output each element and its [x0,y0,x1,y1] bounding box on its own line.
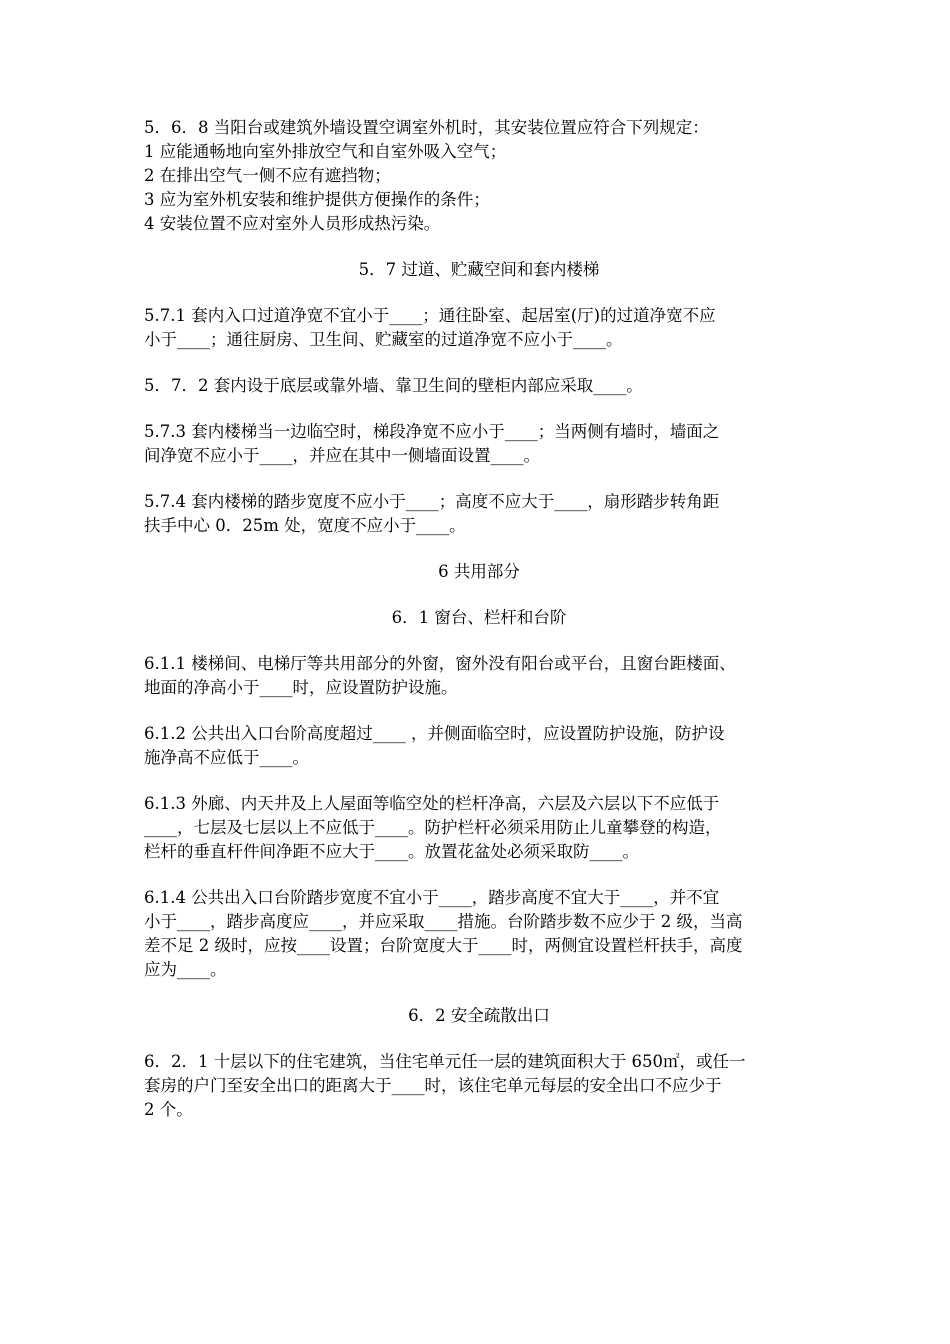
paragraph-line: 6.1.3 外廊、内天井及上人屋面等临空处的栏杆净高，六层及六层以下不应低于 [144,794,720,813]
paragraph-line: 5.7.3 套内楼梯当一边临空时，梯段净宽不应小于____；当两侧有墙时，墙面之 [144,422,720,441]
paragraph-line: 6．2．1 十层以下的住宅建筑，当住宅单元任一层的建筑面积大于 650㎡，或任一 [144,1052,746,1071]
paragraph-line: 栏杆的垂直杆件间净距不应大于____。放置花盆处必须采取防____。 [144,842,639,861]
list-item: 3 应为室外机安装和维护提供方便操作的条件； [144,190,490,209]
paragraph-line: 扶手中心 0．25m 处，宽度不应小于____。 [144,516,466,535]
paragraph-line: 差不足 2 级时，应按____设置；台阶宽度大于____时，两侧宜设置栏杆扶手，高度 [144,936,743,955]
clause-5-7-1 [144,304,814,352]
section-heading-5-7: 5．7 过道、贮藏空间和套内楼梯 [358,260,600,279]
list-item: 1 应能通畅地向室外排放空气和自室外吸入空气； [144,142,507,161]
paragraph-line: 6.1.4 公共出入口台阶踏步宽度不宜小于____，踏步高度不宜大于____，并不宜 [144,888,720,907]
list-item: 2 在排出空气一侧不应有遮挡物； [144,166,391,185]
list-item: 4 安装位置不应对室外人员形成热污染。 [144,214,441,233]
paragraph-line: 6.1.2 公共出入口台阶高度超过____ ，并侧面临空时，应设置防护设施，防护设 [144,724,725,743]
clause-6-1-3 [144,792,814,864]
clause-6-2-1 [144,1050,814,1122]
paragraph-line: 5.7.1 套内入口过道净宽不宜小于____；通往卧室、起居室(厅)的过道净宽不应 [144,306,716,325]
document-page [144,116,814,1122]
chapter-heading-6: 6 共用部分 [438,562,520,581]
clause-5-6-8 [144,116,814,236]
paragraph-line: 套房的户门至安全出口的距离大于____时，该住宅单元每层的安全出口不应少于 [144,1076,722,1095]
paragraph-line: 地面的净高小于____时，应设置防护设施。 [144,678,458,697]
paragraph-line: 2 个。 [144,1100,193,1119]
paragraph-line: 间净宽不应小于____，并应在其中一侧墙面设置____。 [144,446,540,465]
paragraph-line: 6.1.1 楼梯间、电梯厅等共用部分的外窗，窗外没有阳台或平台，且窗台距楼面、 [144,654,736,673]
paragraph-line: 应为____。 [144,960,227,979]
paragraph-line: 5.7.4 套内楼梯的踏步宽度不应小于____；高度不应大于____，扇形踏步转角距 [144,492,720,511]
clause-title: 5．6．8 当阳台或建筑外墙设置空调室外机时，其安装位置应符合下列规定： [144,118,709,137]
paragraph-line: 小于____；通往厨房、卫生间、贮藏室的过道净宽不应小于____。 [144,330,623,349]
paragraph-line: 小于____，踏步高度应____，并应采取____措施。台阶踏步数不应少于 2 级，当高 [144,912,743,931]
section-heading-6-1: 6．1 窗台、栏杆和台阶 [391,608,567,627]
clause-5-7-2 [144,374,814,398]
clause-5-7-3 [144,420,814,468]
section-heading-6-2: 6．2 安全疏散出口 [408,1006,550,1025]
paragraph-line: ____，七层及七层以上不应低于____。防护栏杆必须采用防止儿童攀登的构造， [144,818,722,837]
clause-5-7-4 [144,490,814,538]
clause-6-1-2 [144,722,814,770]
clause-6-1-4 [144,886,814,982]
paragraph-line: 施净高不应低于____。 [144,748,309,767]
paragraph-line: 5．7．2 套内设于底层或靠外墙、靠卫生间的壁柜内部应采取____。 [144,376,643,395]
clause-6-1-1 [144,652,814,700]
